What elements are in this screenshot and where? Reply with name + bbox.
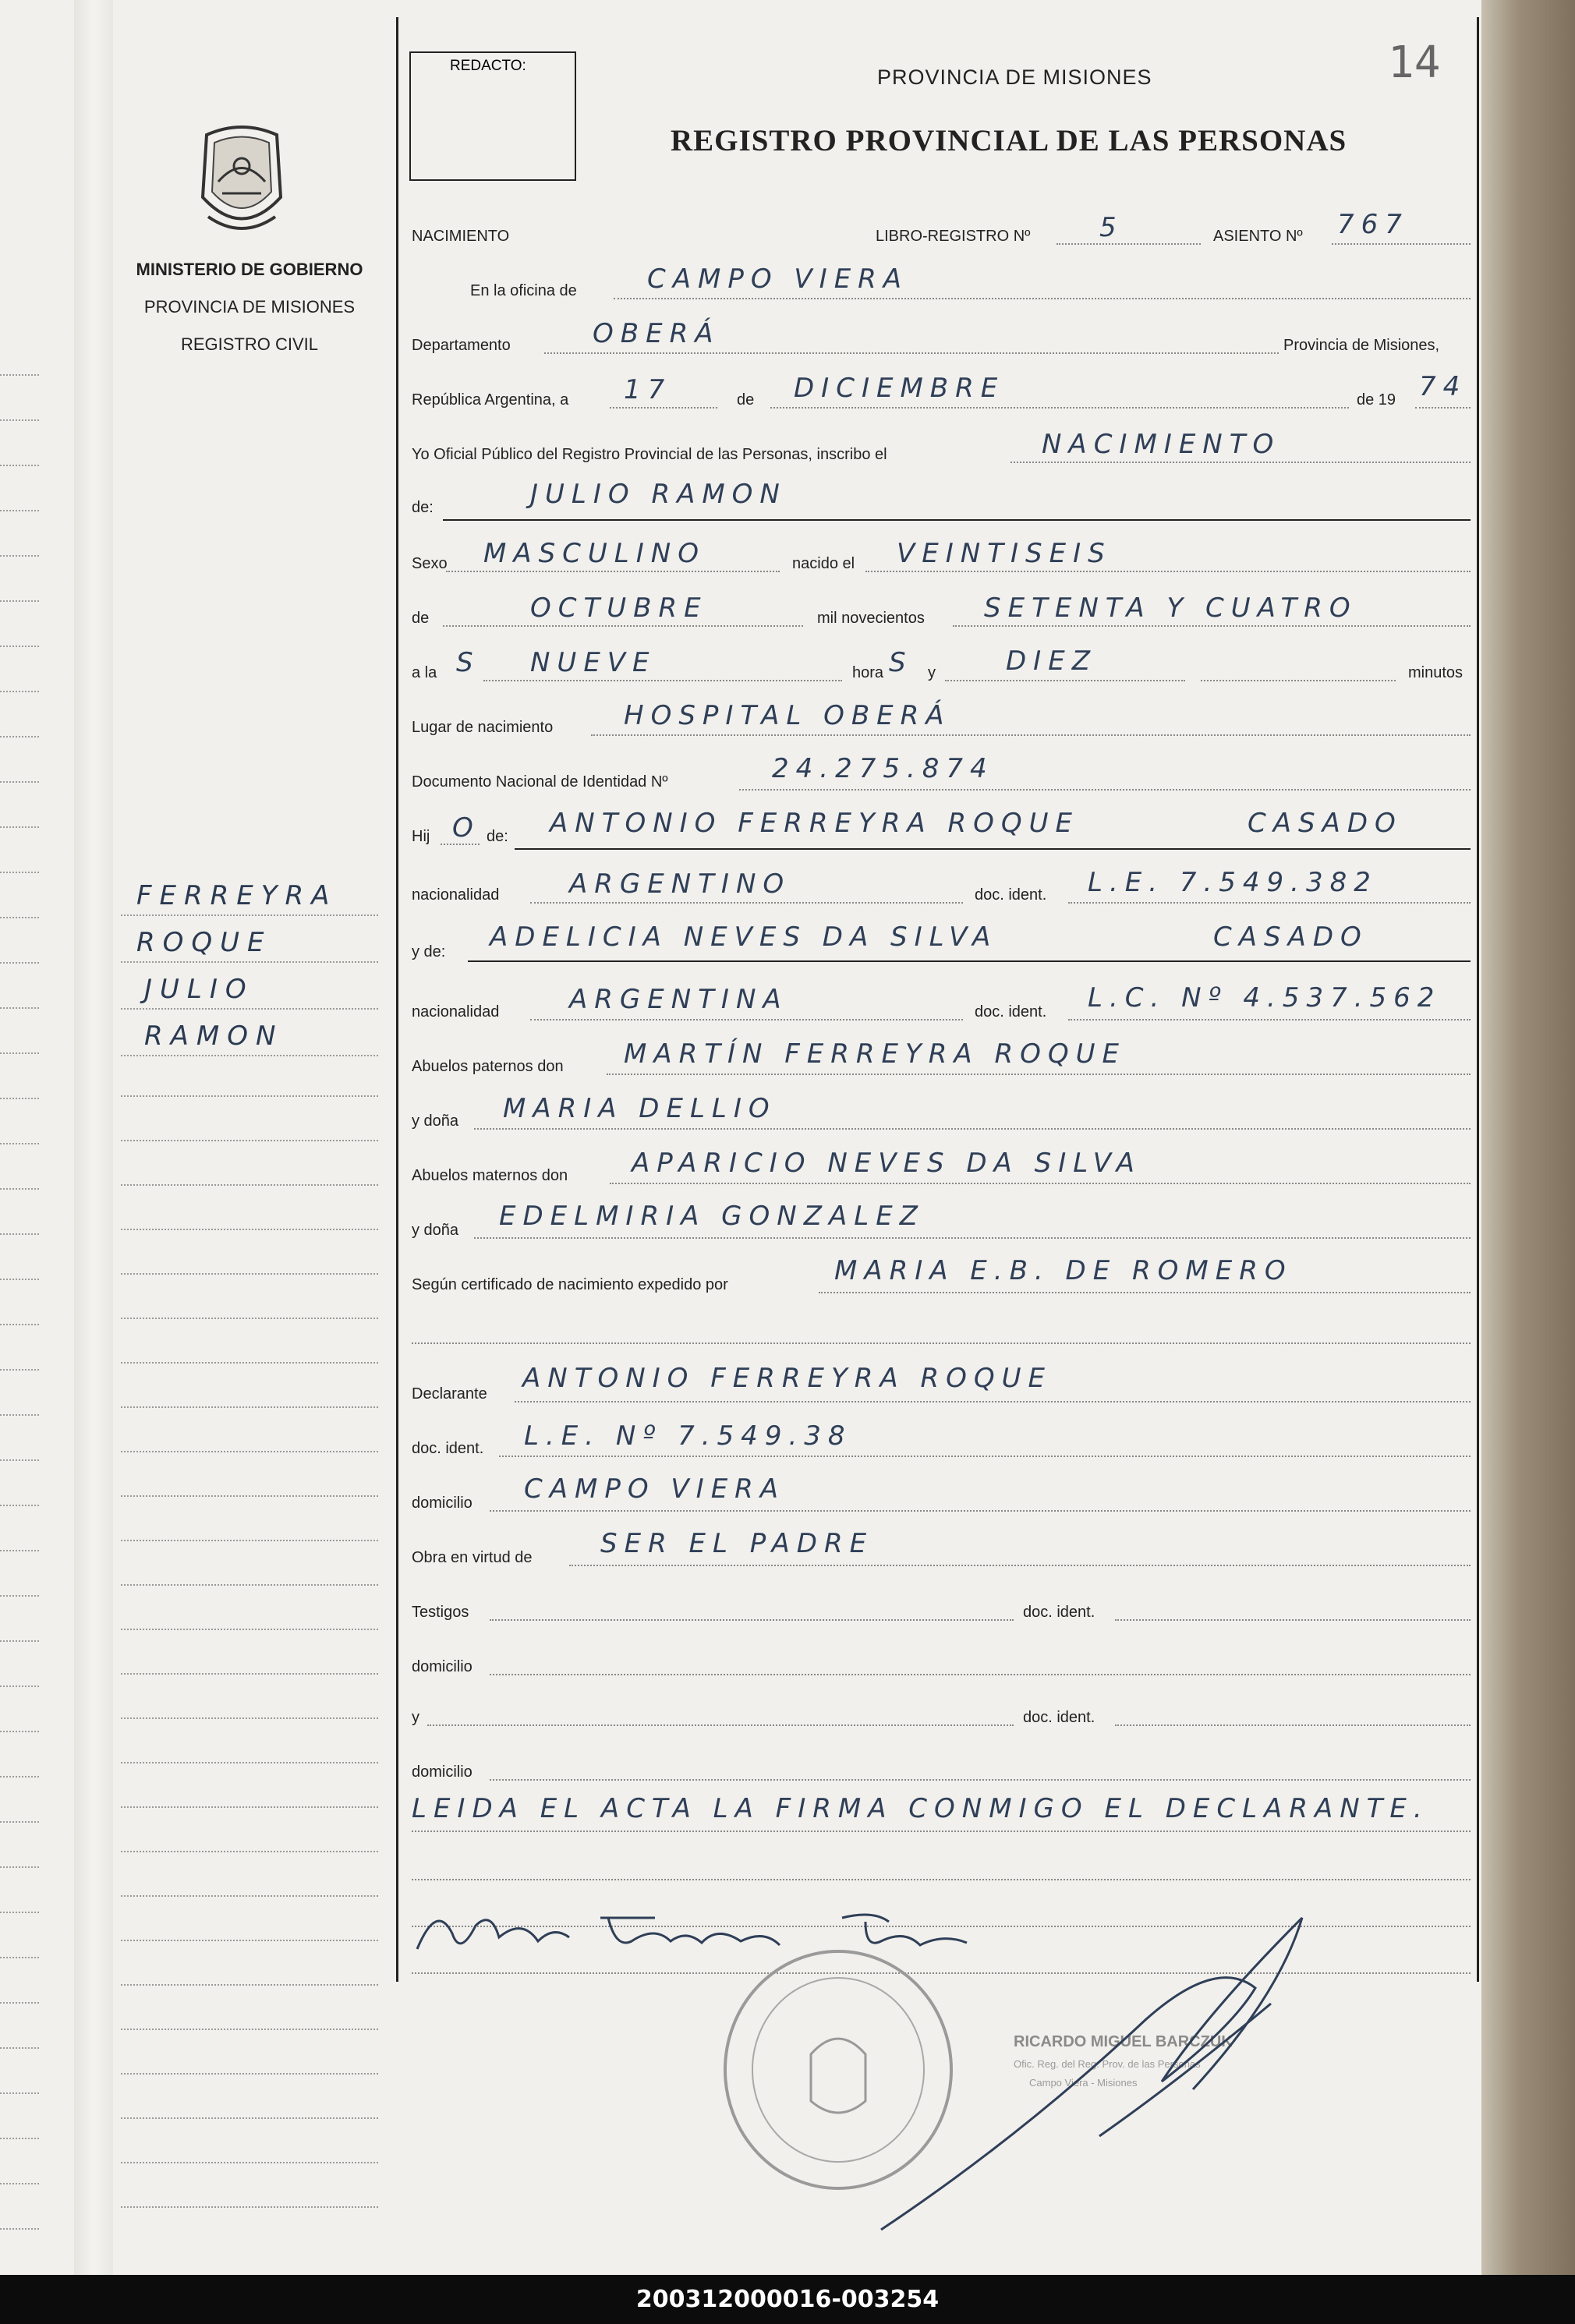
obra-label: Obra en virtud de [412, 1549, 533, 1566]
oficial-value: NACIMIENTO [1042, 429, 1281, 460]
margin-dotted-line [0, 2047, 39, 2049]
margin-dotted-line [0, 2092, 39, 2094]
left-panel-line [121, 1717, 378, 1719]
book-edge [1481, 0, 1575, 2275]
dotted-line [412, 1879, 1471, 1880]
padre-value: ANTONIO FERREYRA ROQUE [550, 808, 1079, 839]
madre-value: ADELICIA NEVES DA SILVA [490, 921, 998, 953]
y-label: y [928, 664, 936, 681]
nacido-label: nacido el [792, 555, 855, 572]
abp-value: MARTÍN FERREYRA ROQUE [624, 1038, 1126, 1070]
padre-estado: CASADO [1248, 808, 1403, 839]
official-stamp-line-2: Ofic. Reg. del Reg. Prov. de las Personas [1014, 2058, 1201, 2070]
provincia-suffix: Provincia de Misiones, [1283, 337, 1440, 354]
left-panel-line [121, 1451, 378, 1452]
ministry-title: MINISTERIO DE GOBIERNO [136, 260, 363, 279]
margin-dotted-line [0, 1233, 39, 1235]
dotted-line [739, 789, 1471, 791]
margin-dotted-line [0, 1279, 39, 1280]
doc1-label: doc. ident. [975, 886, 1047, 904]
dotted-line [610, 1183, 1471, 1184]
docd-value: L.E. Nº 7.549.38 [524, 1420, 852, 1452]
de-label: de [737, 391, 755, 409]
margin-dotted-line [0, 736, 39, 738]
left-panel-line [121, 2029, 378, 2030]
dotted-line [483, 680, 842, 681]
yde-label: y de: [412, 943, 446, 960]
hora-value: NUEVE [530, 647, 657, 678]
nombre-value: JULIO RAMON [530, 479, 787, 510]
margin-dotted-line [0, 826, 39, 828]
libro-value: 5 [1099, 212, 1124, 243]
de-padre-label: de: [487, 828, 508, 845]
margin-dotted-line [0, 1731, 39, 1732]
domicilio-testigo1-label: domicilio [412, 1658, 472, 1675]
closing-statement: LEIDA EL ACTA LA FIRMA CONMIGO EL DECLARANTE. [412, 1793, 1429, 1824]
left-panel-line [121, 1629, 378, 1630]
left-panel-line [121, 2206, 378, 2208]
dotted-line [446, 571, 780, 572]
doc1-value: L.E. 7.549.382 [1088, 867, 1378, 898]
dotted-line [490, 1674, 1471, 1675]
doc-testigo1-label: doc. ident. [1023, 1604, 1095, 1621]
left-panel-line [121, 1273, 378, 1275]
margin-dotted-line [0, 781, 39, 783]
hij-suffix: O [452, 812, 480, 844]
asiento-value: 767 [1337, 209, 1409, 240]
dotted-line [1415, 407, 1471, 409]
ydona2-value: EDELMIRIA GONZALEZ [499, 1201, 925, 1232]
left-panel-line [121, 1895, 378, 1897]
minutos-label: minutos [1408, 664, 1464, 681]
dotted-line [1056, 243, 1201, 245]
dotted-line [443, 625, 803, 627]
dotted-line [945, 680, 1185, 681]
margin-dotted-line [0, 2183, 39, 2184]
nacido-value: VEINTISEIS [897, 538, 1112, 569]
margin-dotted-line [0, 1007, 39, 1009]
margin-dotted-line [0, 1550, 39, 1551]
y-testigo-label: y [412, 1709, 419, 1726]
departamento-label: Departamento [412, 337, 511, 354]
left-panel-line [121, 1806, 378, 1808]
dotted-line [441, 844, 480, 845]
dotted-line [427, 1724, 1014, 1726]
domicilio-label: domicilio [412, 1495, 472, 1512]
margin-dotted-line [0, 1143, 39, 1144]
dni-value: 24.275.874 [772, 753, 994, 784]
oficina-value: CAMPO VIERA [647, 264, 909, 295]
left-panel-line [121, 1140, 378, 1141]
margin-dotted-line [0, 646, 39, 647]
doc2-label: doc. ident. [975, 1003, 1047, 1021]
dotted-line [474, 1237, 1471, 1239]
dotted-line [591, 734, 1471, 736]
margin-dotted-line [0, 691, 39, 692]
dotted-line [412, 1342, 1471, 1344]
abuelos-paternos-label: Abuelos paternos don [412, 1058, 564, 1075]
left-panel-line [121, 1495, 378, 1497]
dotted-line [610, 407, 717, 409]
declarante-value: ANTONIO FERREYRA ROQUE [522, 1363, 1052, 1394]
annotation-line-1: FERREYRA [136, 880, 338, 911]
official-stamp-line-3: Campo Viera - Misiones [1029, 2077, 1138, 2089]
alas-suffix: S [456, 647, 480, 678]
abm-value: APARICIO NEVES DA SILVA [632, 1148, 1141, 1179]
dotted-line [490, 1510, 1471, 1512]
madre-estado: CASADO [1213, 921, 1368, 953]
margin-dotted-line [0, 1505, 39, 1506]
margin-dotted-line [0, 2228, 39, 2230]
left-panel-line [121, 1584, 378, 1586]
left-panel-line [121, 1406, 378, 1408]
dotted-line [607, 1074, 1471, 1075]
dotted-line [770, 407, 1349, 409]
margin-dotted-line [0, 1414, 39, 1416]
anio-label: de 19 [1357, 391, 1396, 409]
rule-line [443, 519, 1471, 521]
dia-value: 17 [624, 374, 672, 405]
republica-label: República Argentina, a [412, 391, 569, 409]
official-signature [865, 1902, 1364, 2245]
left-panel-line [121, 2117, 378, 2119]
document-code-footer: 200312000016-003254 [0, 2275, 1575, 2324]
obra-value: SER EL PADRE [600, 1528, 874, 1559]
de-mes-label: de [412, 610, 430, 627]
sexo-label: Sexo [412, 555, 448, 572]
nacionalidad-madre-label: nacionalidad [412, 1003, 500, 1021]
ydona1-value: MARIA DELLIO [503, 1093, 777, 1124]
dotted-line [614, 298, 1471, 299]
asiento-label: ASIENTO Nº [1213, 228, 1303, 245]
dotted-line [865, 571, 1471, 572]
horas-suffix: S [889, 647, 913, 678]
left-panel-line [121, 1940, 378, 1941]
margin-dotted-line [0, 1776, 39, 1777]
dotted-line [544, 352, 1279, 354]
annotation-line-3: JULIO [144, 974, 254, 1005]
cert-value: MARIA E.B. DE ROMERO [834, 1255, 1293, 1286]
dotted-line [530, 902, 963, 904]
sexo-value: MASCULINO [483, 538, 706, 569]
dotted-line [490, 1619, 1014, 1621]
left-panel-line [121, 1984, 378, 1986]
province-seal-icon [191, 123, 292, 240]
margin-dotted-line [0, 1369, 39, 1371]
ydona1-label: y doña [412, 1112, 459, 1130]
doc2-value: L.C. Nº 4.537.562 [1088, 982, 1442, 1013]
de-nombre-label: de: [412, 499, 434, 516]
annotation-line-4: RAMON [144, 1021, 284, 1052]
left-province: PROVINCIA DE MISIONES [143, 297, 356, 317]
redacto-box [409, 51, 576, 181]
dotted-line [499, 1456, 1471, 1457]
mes-nac-value: OCTUBRE [530, 592, 708, 624]
form-right-rule [1477, 17, 1479, 1982]
margin-dotted-line [0, 2002, 39, 2004]
redacto-label: REDACTO: [450, 58, 526, 74]
dotted-line [515, 1401, 1471, 1403]
nac2-value: ARGENTINA [569, 984, 788, 1015]
left-registry: REGISTRO CIVIL [180, 334, 319, 354]
domicilio-testigo2-label: domicilio [412, 1763, 472, 1781]
doc-declarante-label: doc. ident. [412, 1440, 484, 1457]
left-panel-line [121, 1095, 378, 1097]
doc-testigo2-label: doc. ident. [1023, 1709, 1095, 1726]
margin-dotted-line [0, 374, 39, 376]
dom1-value: CAMPO VIERA [524, 1473, 786, 1505]
oficina-label: En la oficina de [470, 282, 577, 299]
dni-label: Documento Nacional de Identidad Nº [412, 773, 668, 791]
left-panel-line [121, 1851, 378, 1852]
rule-line [515, 848, 1471, 850]
dotted-line [490, 1779, 1471, 1781]
nacimiento-label: NACIMIENTO [412, 228, 510, 245]
libro-label: LIBRO-REGISTRO Nº [876, 228, 1031, 245]
margin-dotted-line [0, 1912, 39, 1913]
dotted-line [1115, 1724, 1471, 1726]
left-panel-line [121, 1673, 378, 1675]
testigos-label: Testigos [412, 1604, 469, 1621]
departamento-value: OBERÁ [593, 318, 720, 349]
horas-label: hora [852, 664, 884, 681]
left-panel-line [121, 1318, 378, 1319]
margin-dotted-line [0, 1459, 39, 1461]
margin-dotted-line [0, 2138, 39, 2139]
nac1-value: ARGENTINO [569, 868, 791, 900]
dotted-line [1201, 680, 1396, 681]
dotted-line [1010, 462, 1471, 463]
mil-label: mil novecientos [817, 610, 925, 627]
header-province: PROVINCIA DE MISIONES [877, 65, 1152, 89]
dotted-line [474, 1128, 1471, 1130]
form-left-rule [396, 17, 398, 1982]
page-title: REGISTRO PROVINCIAL DE LAS PERSONAS [671, 124, 1347, 157]
dotted-line [1068, 1019, 1471, 1021]
margin-dotted-line [0, 1957, 39, 1958]
oficial-label: Yo Oficial Público del Registro Provincial de las Personas, inscribo el [412, 446, 887, 463]
margin-dotted-line [0, 872, 39, 873]
margin-dotted-line [0, 1686, 39, 1687]
dotted-line [953, 625, 1471, 627]
margin-dotted-line [0, 555, 39, 557]
margin-dotted-line [0, 1052, 39, 1054]
left-panel-line [121, 2162, 378, 2163]
annotation-line-2: ROQUE [136, 927, 272, 958]
page-number: 14 [1388, 37, 1441, 88]
hij-label: Hij [412, 828, 430, 845]
alas-label: a la [412, 664, 437, 681]
certificado-label: Según certificado de nacimiento expedido por [412, 1276, 728, 1293]
dotted-line [819, 1292, 1471, 1293]
left-panel-line [121, 2073, 378, 2075]
anio-nac-value: SETENTA Y CUATRO [984, 592, 1357, 624]
left-panel-line [121, 1184, 378, 1186]
lugar-value: HOSPITAL OBERÁ [624, 700, 951, 731]
margin-dotted-line [0, 1188, 39, 1190]
margin-dotted-line [0, 962, 39, 964]
official-stamp-line-1: RICARDO MIGUEL BARCZUK [1014, 2033, 1233, 2050]
abuelos-maternos-label: Abuelos maternos don [412, 1167, 568, 1184]
left-panel-line [121, 1762, 378, 1763]
left-panel-line [121, 1540, 378, 1541]
margin-dotted-line [0, 1821, 39, 1823]
margin-dotted-line [0, 1866, 39, 1868]
dotted-line [569, 1565, 1471, 1566]
margin-dotted-line [0, 1640, 39, 1642]
ydona2-label: y doña [412, 1222, 459, 1239]
declarante-label: Declarante [412, 1385, 487, 1403]
mes-value: DICIEMBRE [794, 373, 1005, 404]
dotted-line [1115, 1619, 1471, 1621]
left-panel-line [121, 1362, 378, 1364]
margin-dotted-line [0, 917, 39, 918]
anio-value: 74 [1419, 371, 1467, 402]
margin-dotted-line [0, 600, 39, 602]
dotted-line [1068, 902, 1471, 904]
dotted-line [1332, 243, 1471, 245]
nacionalidad-padre-label: nacionalidad [412, 886, 500, 904]
dotted-line [530, 1019, 963, 1021]
binding-gutter [74, 0, 113, 2275]
rule-line [468, 960, 1471, 962]
margin-dotted-line [0, 1324, 39, 1325]
left-panel-line [121, 1229, 378, 1230]
margin-dotted-line [0, 465, 39, 466]
margin-dotted-line [0, 1098, 39, 1099]
lugar-label: Lugar de nacimiento [412, 719, 554, 736]
margin-dotted-line [0, 1595, 39, 1597]
margin-dotted-line [0, 510, 39, 511]
margin-dotted-line [0, 419, 39, 421]
dotted-line [412, 1831, 1471, 1832]
min-value: DIEZ [1006, 646, 1097, 677]
